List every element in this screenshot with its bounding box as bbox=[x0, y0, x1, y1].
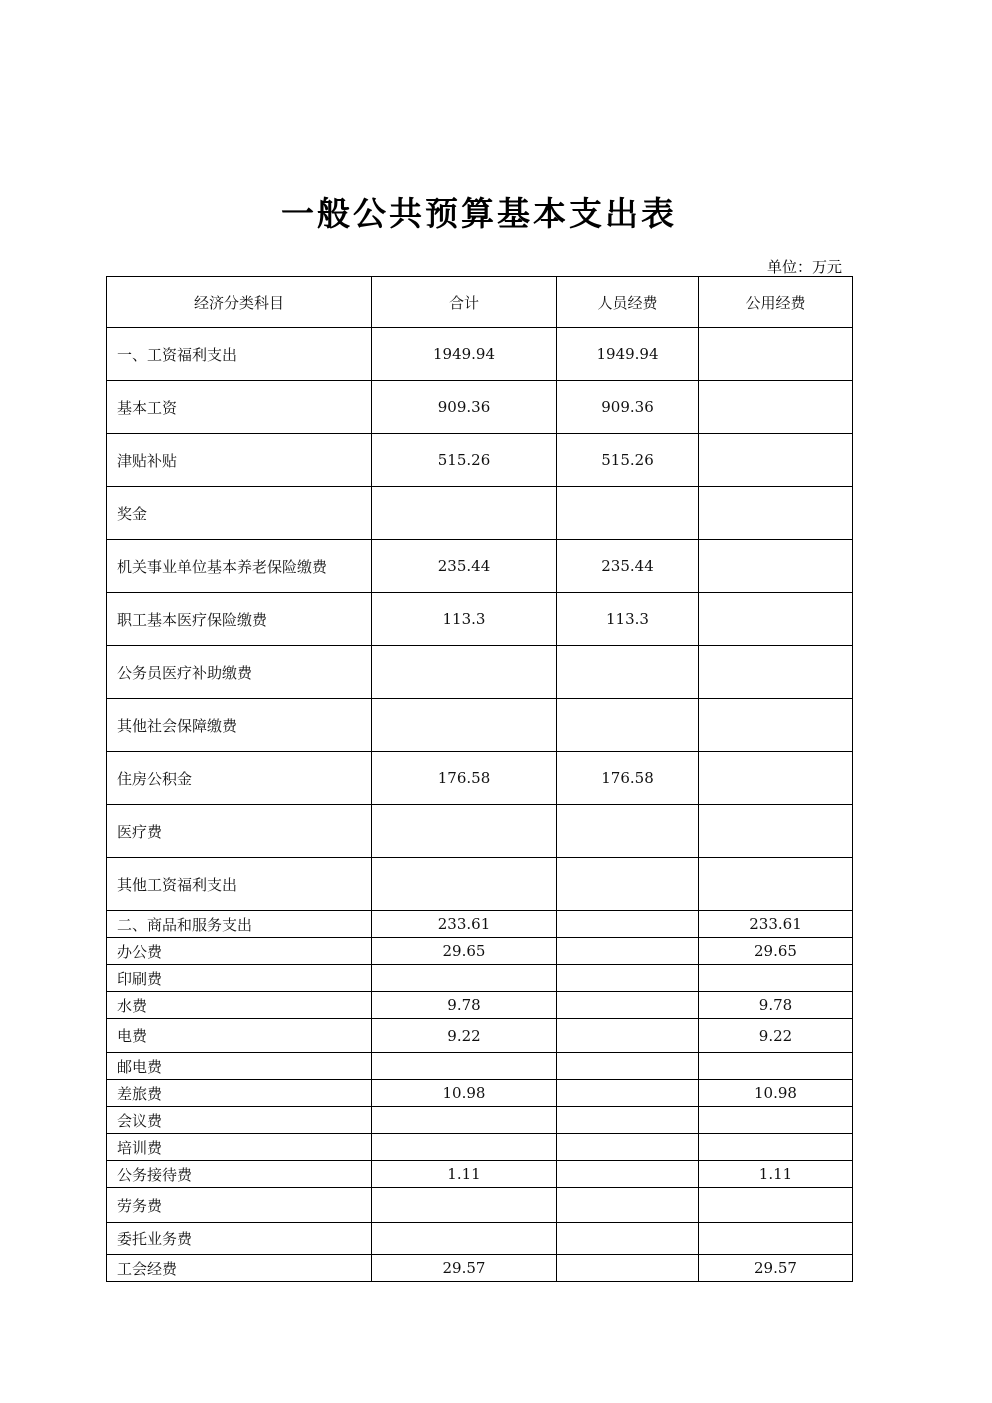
row-public-cell bbox=[699, 593, 853, 646]
row-public-cell bbox=[699, 487, 853, 540]
budget-table bbox=[106, 276, 853, 1282]
row-category-cell: 差旅费 bbox=[107, 1080, 372, 1107]
row-personnel-cell bbox=[557, 1161, 699, 1188]
row-total-cell bbox=[372, 1223, 557, 1255]
row-total-cell: 235.44 bbox=[372, 540, 557, 593]
row-public-cell: 9.22 bbox=[699, 1019, 853, 1053]
row-personnel-cell bbox=[557, 1223, 699, 1255]
table-row bbox=[107, 699, 853, 752]
row-public-cell: 29.65 bbox=[699, 938, 853, 965]
table-row bbox=[107, 1107, 853, 1134]
row-total-cell bbox=[372, 1107, 557, 1134]
row-personnel-cell: 113.3 bbox=[557, 593, 699, 646]
table-row bbox=[107, 1255, 853, 1282]
row-public-cell bbox=[699, 699, 853, 752]
table-row bbox=[107, 805, 853, 858]
row-personnel-cell: 235.44 bbox=[557, 540, 699, 593]
row-total-cell bbox=[372, 487, 557, 540]
row-category-cell: 公务员医疗补助缴费 bbox=[107, 646, 372, 699]
row-total-cell: 176.58 bbox=[372, 752, 557, 805]
row-public-cell bbox=[699, 434, 853, 487]
row-total-cell bbox=[372, 1053, 557, 1080]
row-category-cell: 印刷费 bbox=[107, 965, 372, 992]
row-personnel-cell: 1949.94 bbox=[557, 328, 699, 381]
table-row bbox=[107, 965, 853, 992]
row-public-cell bbox=[699, 540, 853, 593]
row-category-cell: 基本工资 bbox=[107, 381, 372, 434]
row-category-cell: 其他工资福利支出 bbox=[107, 858, 372, 911]
row-personnel-cell bbox=[557, 1188, 699, 1223]
row-public-cell bbox=[699, 965, 853, 992]
row-personnel-cell bbox=[557, 805, 699, 858]
row-personnel-cell: 909.36 bbox=[557, 381, 699, 434]
row-category-cell: 医疗费 bbox=[107, 805, 372, 858]
row-public-cell bbox=[699, 805, 853, 858]
row-total-cell: 515.26 bbox=[372, 434, 557, 487]
row-category-cell: 其他社会保障缴费 bbox=[107, 699, 372, 752]
row-personnel-cell bbox=[557, 699, 699, 752]
row-public-cell: 233.61 bbox=[699, 911, 853, 938]
row-public-cell bbox=[699, 328, 853, 381]
row-total-cell: 1.11 bbox=[372, 1161, 557, 1188]
row-category-cell: 一、工资福利支出 bbox=[107, 328, 372, 381]
row-category-cell: 电费 bbox=[107, 1019, 372, 1053]
row-public-cell bbox=[699, 1053, 853, 1080]
row-public-cell bbox=[699, 646, 853, 699]
row-public-cell: 29.57 bbox=[699, 1255, 853, 1282]
table-row bbox=[107, 328, 853, 381]
row-personnel-cell bbox=[557, 992, 699, 1019]
row-personnel-cell bbox=[557, 487, 699, 540]
row-category-cell: 办公费 bbox=[107, 938, 372, 965]
table-row bbox=[107, 1053, 853, 1080]
row-personnel-cell bbox=[557, 1080, 699, 1107]
row-personnel-cell bbox=[557, 1019, 699, 1053]
table-row bbox=[107, 1223, 853, 1255]
row-personnel-cell bbox=[557, 858, 699, 911]
row-category-cell: 二、商品和服务支出 bbox=[107, 911, 372, 938]
row-personnel-cell bbox=[557, 938, 699, 965]
row-total-cell bbox=[372, 1134, 557, 1161]
row-category-cell: 津贴补贴 bbox=[107, 434, 372, 487]
table-row bbox=[107, 540, 853, 593]
row-public-cell bbox=[699, 381, 853, 434]
row-category-cell: 水费 bbox=[107, 992, 372, 1019]
row-personnel-cell bbox=[557, 1107, 699, 1134]
table-header-row bbox=[107, 277, 853, 328]
table-row bbox=[107, 911, 853, 938]
row-personnel-cell bbox=[557, 646, 699, 699]
table-row bbox=[107, 858, 853, 911]
table-row bbox=[107, 487, 853, 540]
column-header-public: 公用经费 bbox=[699, 277, 853, 328]
table-row bbox=[107, 1019, 853, 1053]
row-category-cell: 委托业务费 bbox=[107, 1223, 372, 1255]
row-personnel-cell bbox=[557, 911, 699, 938]
row-category-cell: 会议费 bbox=[107, 1107, 372, 1134]
table-row bbox=[107, 1134, 853, 1161]
row-public-cell: 9.78 bbox=[699, 992, 853, 1019]
row-total-cell bbox=[372, 965, 557, 992]
row-total-cell: 29.57 bbox=[372, 1255, 557, 1282]
row-public-cell bbox=[699, 1107, 853, 1134]
row-total-cell bbox=[372, 1188, 557, 1223]
row-total-cell: 1949.94 bbox=[372, 328, 557, 381]
row-public-cell bbox=[699, 1134, 853, 1161]
table-row bbox=[107, 1188, 853, 1223]
row-personnel-cell: 176.58 bbox=[557, 752, 699, 805]
page-title: 一般公共预算基本支出表 bbox=[281, 194, 677, 233]
row-category-cell: 机关事业单位基本养老保险缴费 bbox=[107, 540, 372, 593]
row-total-cell: 29.65 bbox=[372, 938, 557, 965]
column-header-category: 经济分类科目 bbox=[107, 277, 372, 328]
row-total-cell: 9.22 bbox=[372, 1019, 557, 1053]
row-total-cell: 113.3 bbox=[372, 593, 557, 646]
row-personnel-cell bbox=[557, 1134, 699, 1161]
row-category-cell: 奖金 bbox=[107, 487, 372, 540]
table-row bbox=[107, 752, 853, 805]
row-public-cell bbox=[699, 858, 853, 911]
row-personnel-cell bbox=[557, 965, 699, 992]
row-category-cell: 住房公积金 bbox=[107, 752, 372, 805]
row-personnel-cell bbox=[557, 1053, 699, 1080]
table-row bbox=[107, 1080, 853, 1107]
column-header-personnel: 人员经费 bbox=[557, 277, 699, 328]
table-row bbox=[107, 992, 853, 1019]
table-row bbox=[107, 381, 853, 434]
row-public-cell: 10.98 bbox=[699, 1080, 853, 1107]
row-total-cell: 9.78 bbox=[372, 992, 557, 1019]
row-total-cell bbox=[372, 805, 557, 858]
row-public-cell bbox=[699, 1188, 853, 1223]
table-row bbox=[107, 938, 853, 965]
row-category-cell: 邮电费 bbox=[107, 1053, 372, 1080]
row-total-cell bbox=[372, 646, 557, 699]
row-public-cell bbox=[699, 1223, 853, 1255]
row-public-cell bbox=[699, 752, 853, 805]
row-total-cell bbox=[372, 699, 557, 752]
table-row bbox=[107, 593, 853, 646]
table-row bbox=[107, 646, 853, 699]
row-category-cell: 劳务费 bbox=[107, 1188, 372, 1223]
row-total-cell: 10.98 bbox=[372, 1080, 557, 1107]
table-row bbox=[107, 434, 853, 487]
row-total-cell bbox=[372, 858, 557, 911]
row-category-cell: 公务接待费 bbox=[107, 1161, 372, 1188]
row-personnel-cell bbox=[557, 1255, 699, 1282]
row-public-cell: 1.11 bbox=[699, 1161, 853, 1188]
row-total-cell: 909.36 bbox=[372, 381, 557, 434]
table-row bbox=[107, 1161, 853, 1188]
unit-label: 单位：万元 bbox=[766, 258, 842, 276]
row-category-cell: 工会经费 bbox=[107, 1255, 372, 1282]
row-category-cell: 培训费 bbox=[107, 1134, 372, 1161]
row-category-cell: 职工基本医疗保险缴费 bbox=[107, 593, 372, 646]
column-header-total: 合计 bbox=[372, 277, 557, 328]
row-total-cell: 233.61 bbox=[372, 911, 557, 938]
row-personnel-cell: 515.26 bbox=[557, 434, 699, 487]
